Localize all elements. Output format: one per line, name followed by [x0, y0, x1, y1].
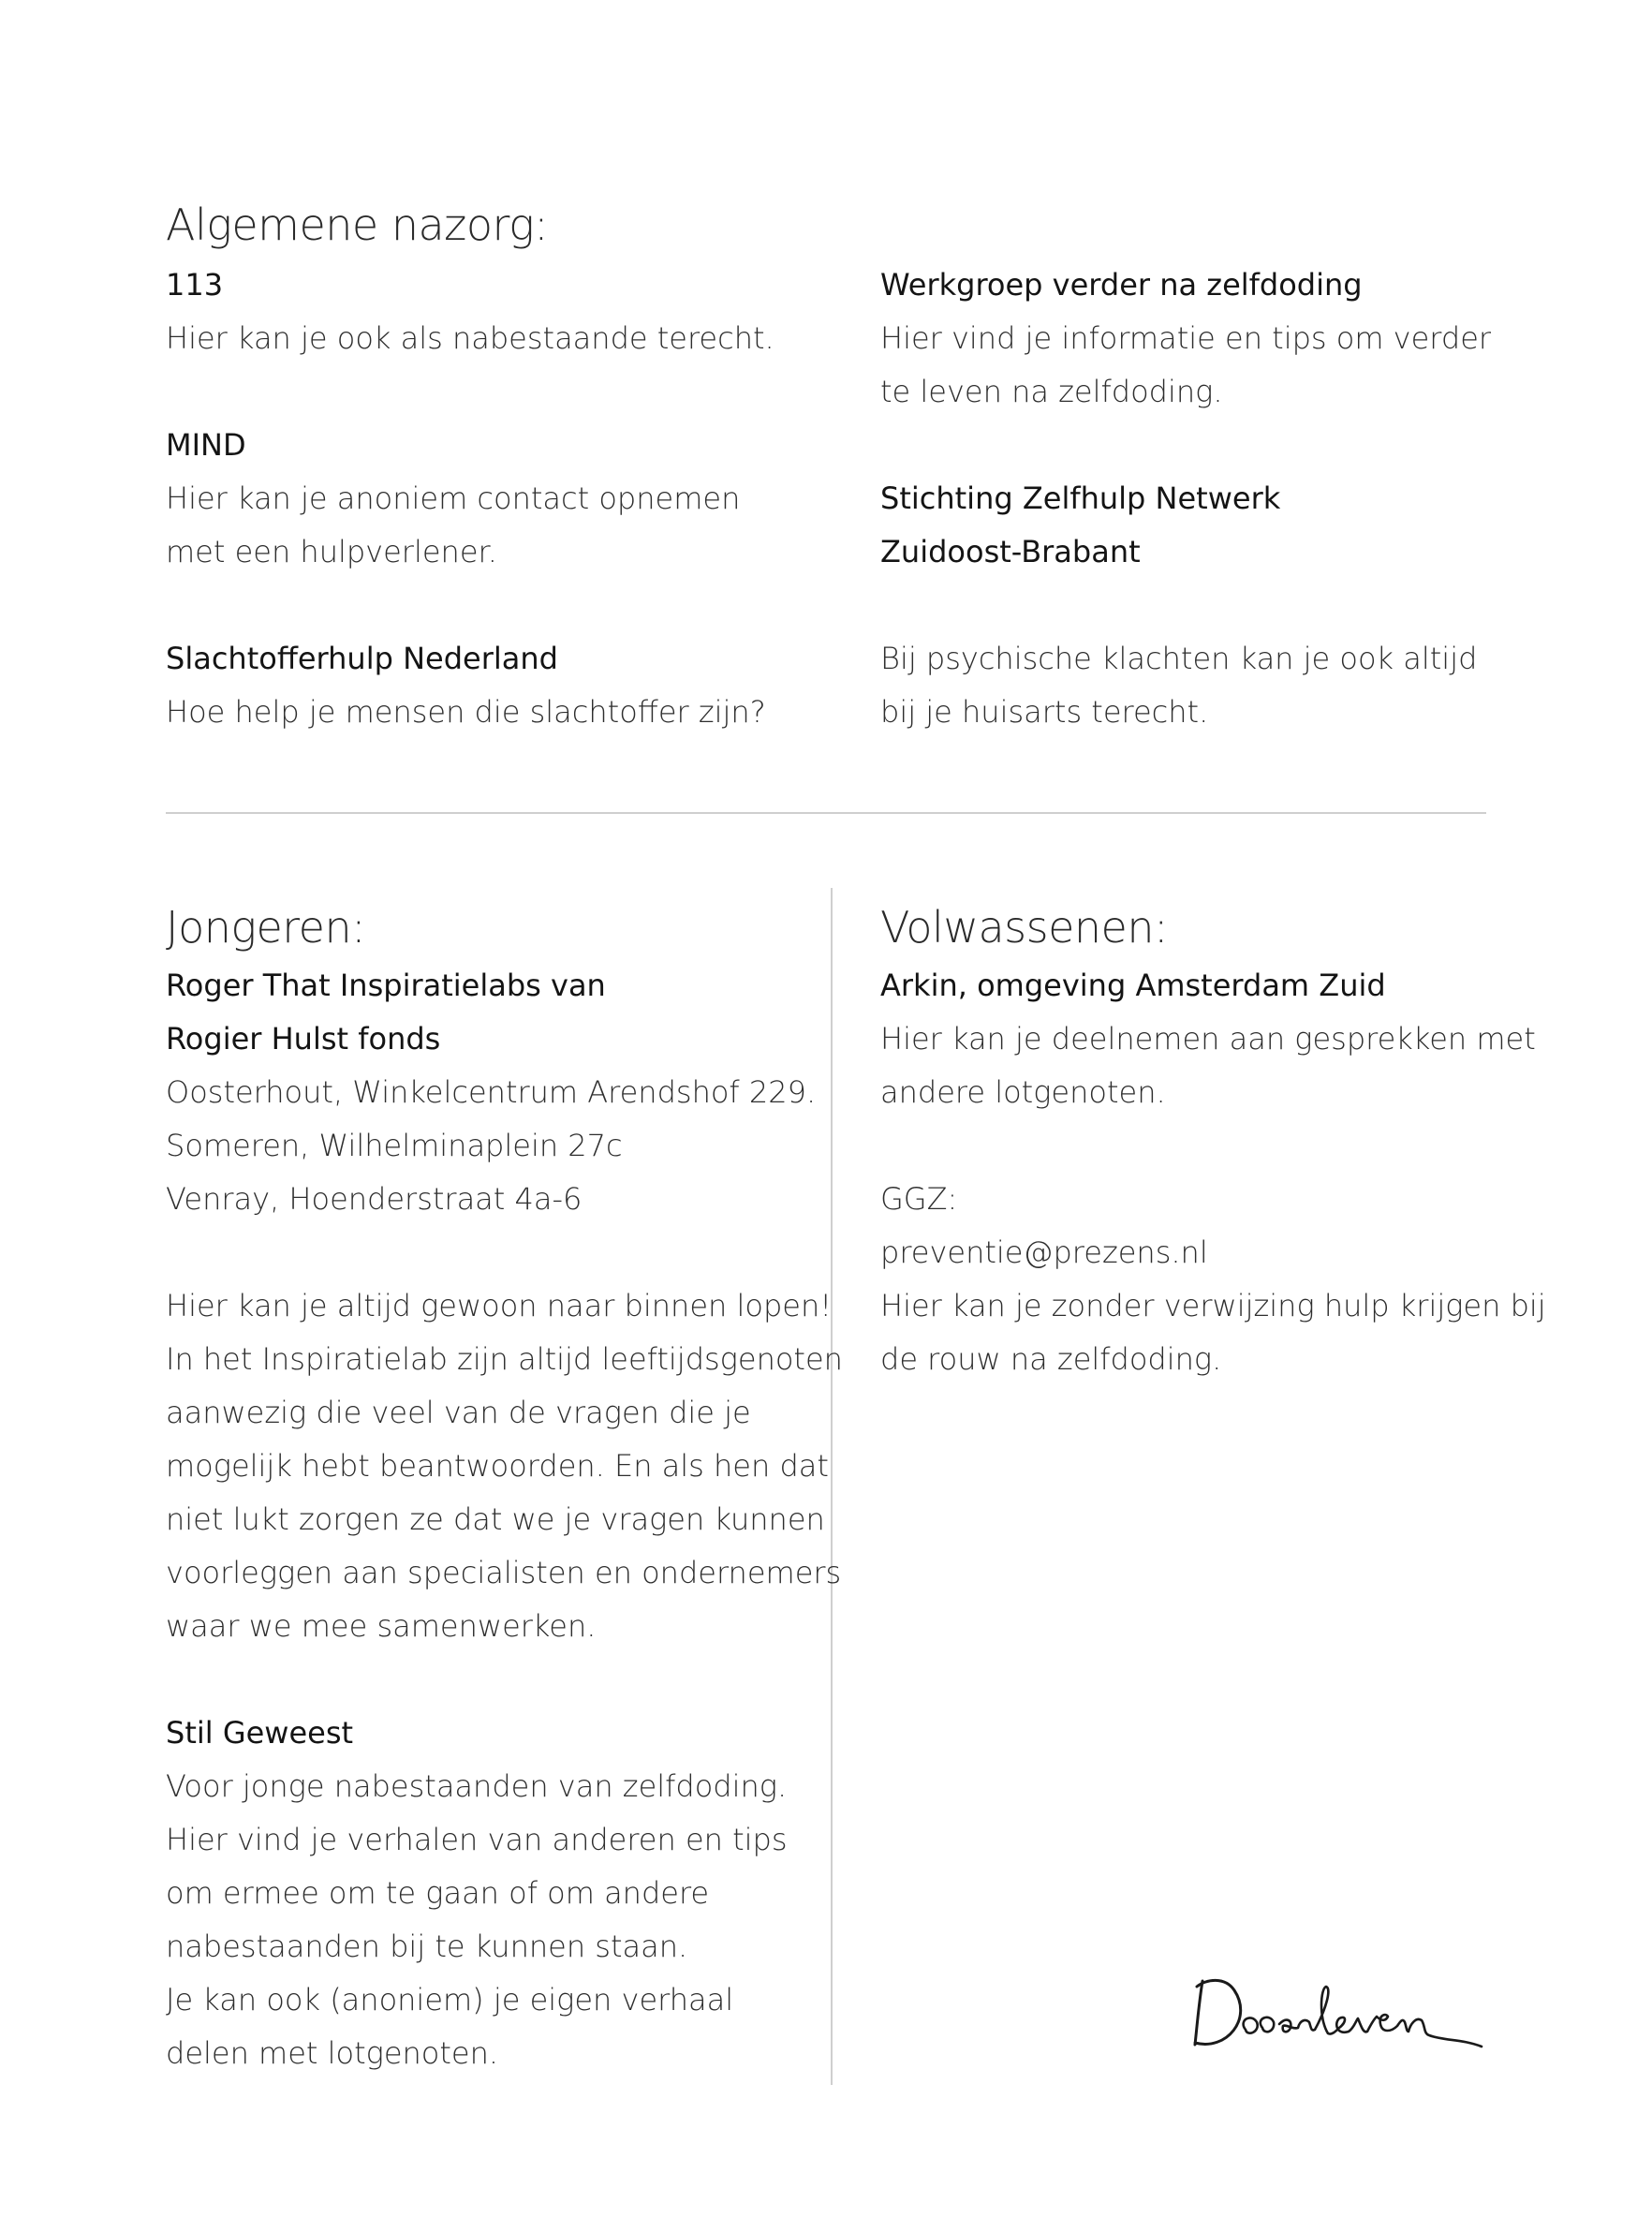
org-title-slachtofferhulp: Slachtofferhulp Nederland — [166, 641, 558, 676]
section-heading-adults: Volwassenen: — [880, 902, 1168, 953]
section-heading-youth: Jongeren: — [166, 902, 366, 953]
org-text: aanwezig die veel van de vragen die je — [166, 1395, 751, 1430]
youth-column — [166, 959, 843, 2080]
org-text: Hier kan je anoniem contact opnemen — [166, 480, 741, 516]
org-title-zelfhulp-netwerk: Stichting Zelfhulp Netwerk — [880, 480, 1281, 516]
address-line: Venray, Hoenderstraat 4a-6 — [166, 1181, 583, 1217]
org-text: Hier kan je altijd gewoon naar binnen lopen! — [166, 1288, 833, 1323]
address-line: Oosterhout, Winkelcentrum Arendshof 229. — [166, 1074, 817, 1110]
org-title-zelfhulp-netwerk-line2: Zuidoost-Brabant — [880, 534, 1141, 569]
org-title-stil-geweest: Stil Geweest — [166, 1715, 354, 1751]
org-text: Hoe help je mensen die slachtoffer zijn? — [166, 694, 766, 730]
org-text: Hier kan je deelnemen aan gesprekken met — [880, 1021, 1536, 1057]
org-text: Hier kan je ook als nabestaande terecht. — [166, 320, 774, 356]
org-text: Je kan ook (anoniem) je eigen verhaal — [166, 1982, 734, 2017]
org-text: voorleggen aan specialisten en ondernemers — [166, 1555, 842, 1590]
org-text: mogelijk hebt beantwoorden. En als hen dat — [166, 1448, 829, 1484]
org-title-113: 113 — [166, 267, 224, 303]
org-title-ggz: GGZ: — [880, 1181, 958, 1217]
org-text: Hier kan je zonder verwijzing hulp krijgen bij — [880, 1288, 1546, 1323]
org-title-roger-that: Roger That Inspiratielabs van — [166, 968, 606, 1003]
org-text: te leven na zelfdoding. — [880, 374, 1223, 409]
org-text: delen met lotgenoten. — [166, 2035, 499, 2071]
general-right-column — [880, 259, 1491, 739]
address-line: Someren, Wilhelminaplein 27c — [166, 1128, 623, 1163]
org-title-mind: MIND — [166, 427, 246, 463]
org-text: In het Inspiratielab zijn altijd leeftijdsgenoten — [166, 1341, 843, 1377]
org-text: waar we mee samenwerken. — [166, 1608, 597, 1644]
org-text: niet lukt zorgen ze dat we je vragen kunnen — [166, 1501, 825, 1537]
org-title-werkgroep: Werkgroep verder na zelfdoding — [880, 267, 1363, 303]
section-heading-general: Algemene nazorg: — [166, 200, 549, 250]
org-text-huisarts: bij je huisarts terecht. — [880, 694, 1209, 730]
signature-doorleven — [1189, 1962, 1489, 2065]
org-title-roger-that-line2: Rogier Hulst fonds — [166, 1021, 441, 1057]
org-text: andere lotgenoten. — [880, 1074, 1166, 1110]
horizontal-divider — [166, 812, 1486, 814]
adults-column — [880, 959, 1546, 1386]
org-text: nabestaanden bij te kunnen staan. — [166, 1929, 688, 1964]
org-text: Hier vind je verhalen van anderen en tips — [166, 1822, 788, 1857]
org-text: Hier vind je informatie en tips om verder — [880, 320, 1492, 356]
email-link[interactable]: preventie@prezens.nl — [880, 1234, 1208, 1270]
org-title-arkin: Arkin, omgeving Amsterdam Zuid — [880, 968, 1386, 1003]
org-text: om ermee om te gaan of om andere — [166, 1875, 710, 1911]
org-text: de rouw na zelfdoding. — [880, 1341, 1222, 1377]
org-text: met een hulpverlener. — [166, 534, 497, 569]
org-text-huisarts: Bij psychische klachten kan je ook altijd — [880, 641, 1478, 676]
general-left-column — [166, 259, 774, 739]
org-text: Voor jonge nabestaanden van zelfdoding. — [166, 1768, 788, 1804]
